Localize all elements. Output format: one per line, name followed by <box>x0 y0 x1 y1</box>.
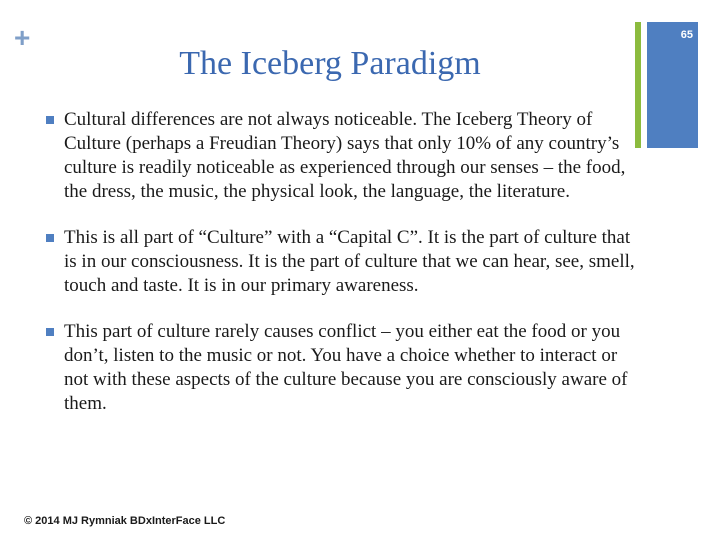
bullet-item <box>44 320 644 416</box>
bullet-text: This is all part of “Culture” with a “Capital C”. It is the part of culture that is in our consciousness. It is the part of culture that we can hear, see, smell, touch and taste. It is in our primary awareness. <box>64 227 635 296</box>
copyright-footer: © 2014 MJ Rymniak BDxInterFace LLC <box>24 515 226 527</box>
square-bullet-icon <box>46 234 54 242</box>
bullet-text: This part of culture rarely causes conflict – you either eat the food or you don’t, listen to the music or not. You have a choice whether to interact or not with these aspects of the culture because you are consciously aware of them. <box>64 321 628 414</box>
bullet-item <box>44 226 644 298</box>
square-bullet-icon <box>46 328 54 336</box>
plus-icon: + <box>14 22 31 53</box>
slide-title: The Iceberg Paradigm <box>179 45 481 82</box>
bullet-text: Cultural differences are not always noticeable. The Iceberg Theory of Culture (perhaps a Freudian Theory) says that only 10% of any country’s culture is readily noticeable as experienced through our senses – the food, the dress, the music, the physical look, the language, the literature. <box>64 109 626 202</box>
square-bullet-icon <box>46 116 54 124</box>
slide-number: 65 <box>680 29 693 41</box>
bullet-list <box>44 108 644 438</box>
bullet-item <box>44 108 644 204</box>
